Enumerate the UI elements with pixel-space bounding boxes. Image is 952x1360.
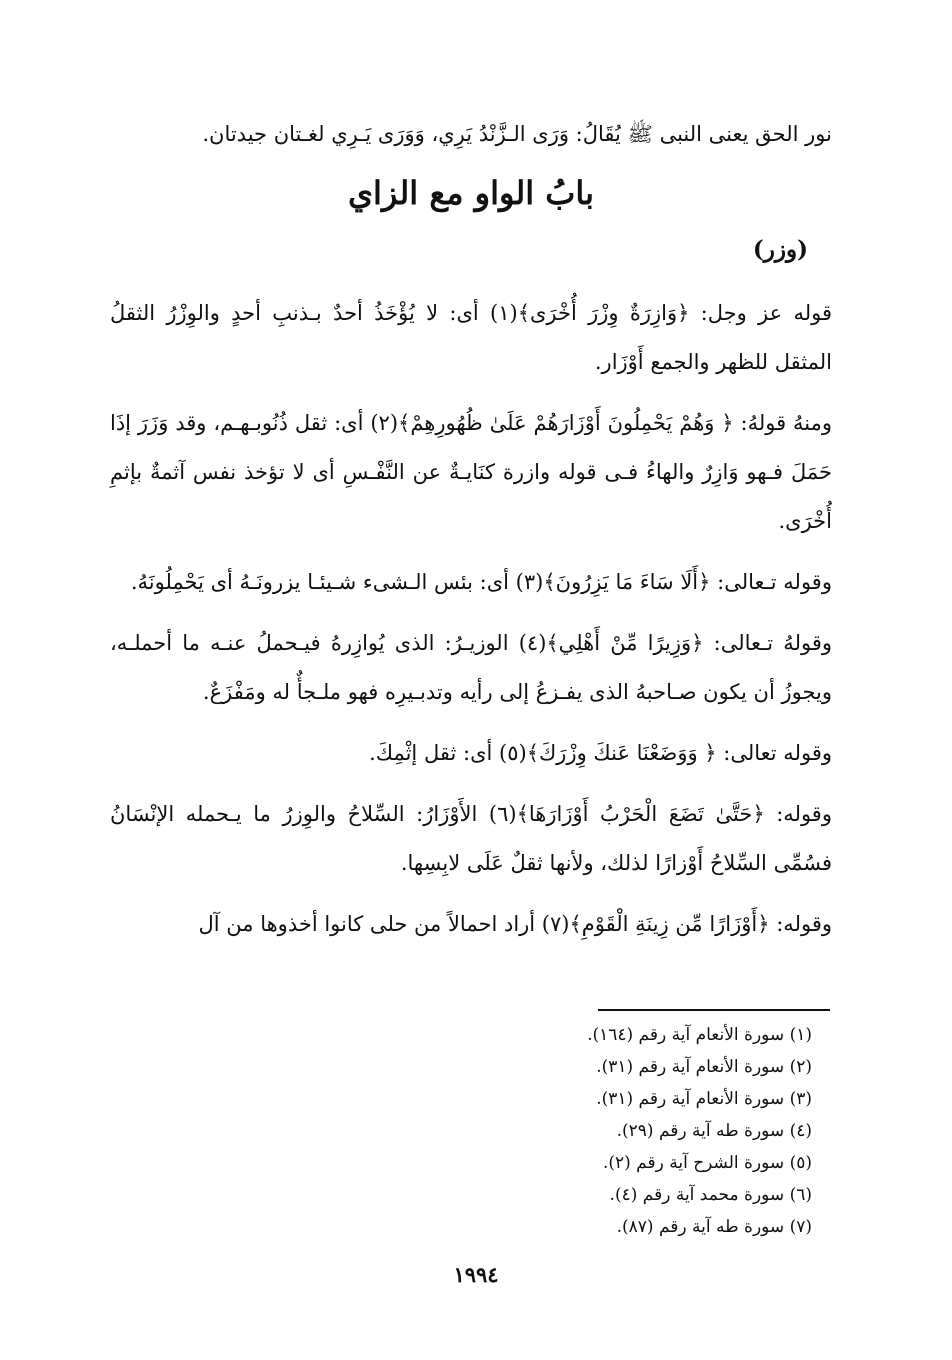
paragraph-2: ومنهُ قولهُ: ﴿ وَهُمْ يَحْمِلُونَ أَوْزَارَهُمْ عَلَىٰ ظُهُورِهِمْ﴾(٢) أى: ثقل ذُنُوبـهـم، وقد وَزَرَ إذَا حَمَلَ فـهو وَازِرٌ والهاءُ فـى قوله وازرة كنَايـةٌ عن النَّفْـسِ أى لا تؤخذ نفس آثمةٌ بإثمِ أُخْرَى. [110,411,832,533]
chapter-heading: بابُ الواو مع الزاي [347,174,595,212]
page-body [110,110,832,961]
paragraph-5: وقوله تعالى: ﴿ وَوَضَعْنَا عَنكَ وِزْرَكَ﴾(٥) أى: ثقل إثْمِكَ. [369,741,832,765]
footnote-item: (٤) سورة طه آية رقم (٢٩). [616,1121,812,1141]
page-number: ١٩٩٤ [453,1262,499,1287]
footnote-item: (٧) سورة طه آية رقم (٨٧). [616,1217,812,1237]
footnote-item: (٦) سورة محمد آية رقم (٤). [609,1185,812,1205]
root-word: (وزر) [752,236,808,263]
paragraph-7: وقوله: ﴿أَوْزَارًا مِّن زِينَةِ الْقَوْمِ﴾(٧) أراد احمالاً من حلى كانوا أخذوها من آل [198,912,832,936]
paragraph-6: وقوله: ﴿حَتَّىٰ تَضَعَ الْحَرْبُ أَوْزَارَهَا﴾(٦) الأَوْزَارُ: السِّلاحُ والوِزرُ ما يـحمله الإنْسَانُ فسُمِّى السِّلاحُ أَوْزارًا لذلك، ولأنها ثقلٌ عَلَى لابِسِها. [110,802,832,875]
footnote-item: (٢) سورة الأنعام آية رقم (٣١). [596,1057,812,1077]
paragraph-4: وقولهُ تـعالى: ﴿وَزِيرًا مِّنْ أَهْلِي﴾(٤) الوزيـرُ: الذى يُوازِرهُ فيـحملُ عنـه ما أحملـه، ويجوزُ أن يكون صـاحبهُ الذى يفـزعُ إلى رأيه وتدبـيرِه فهو ملـجأٌ له ومَفْزَعٌ. [110,631,832,704]
footnote-item: (٣) سورة الأنعام آية رقم (٣١). [596,1089,812,1109]
intro-paragraph: نور الحق يعنى النبى ﷺ يُقَالُ: وَرَى الـزَّنْدُ يَرِي، وَوَرَى يَـرِي لغـتان جيدتان. [202,122,832,146]
footnote-divider [598,1009,830,1011]
footnote-item: (١) سورة الأنعام آية رقم (١٦٤). [587,1025,812,1045]
paragraph-3: وقوله تـعالى: ﴿أَلَا سَاءَ مَا يَزِرُونَ﴾(٣) أى: بئس الـشىء شـيئـا يزرونَـهُ أى يَحْمِلُونَهُ. [130,570,832,594]
footnotes-list [412,1019,812,1243]
footnote-item: (٥) سورة الشرح آية رقم (٢). [602,1153,812,1173]
paragraph-1: قوله عز وجل: ﴿وَازِرَةٌ وِزْرَ أُخْرَى﴾(١) أى: لا يُؤْخَذُ أحدٌ بـذنبِ أحدٍ والوِزْرُ الثقلُ المثقل للظهر والجمع أَوْزَار. [110,301,832,374]
